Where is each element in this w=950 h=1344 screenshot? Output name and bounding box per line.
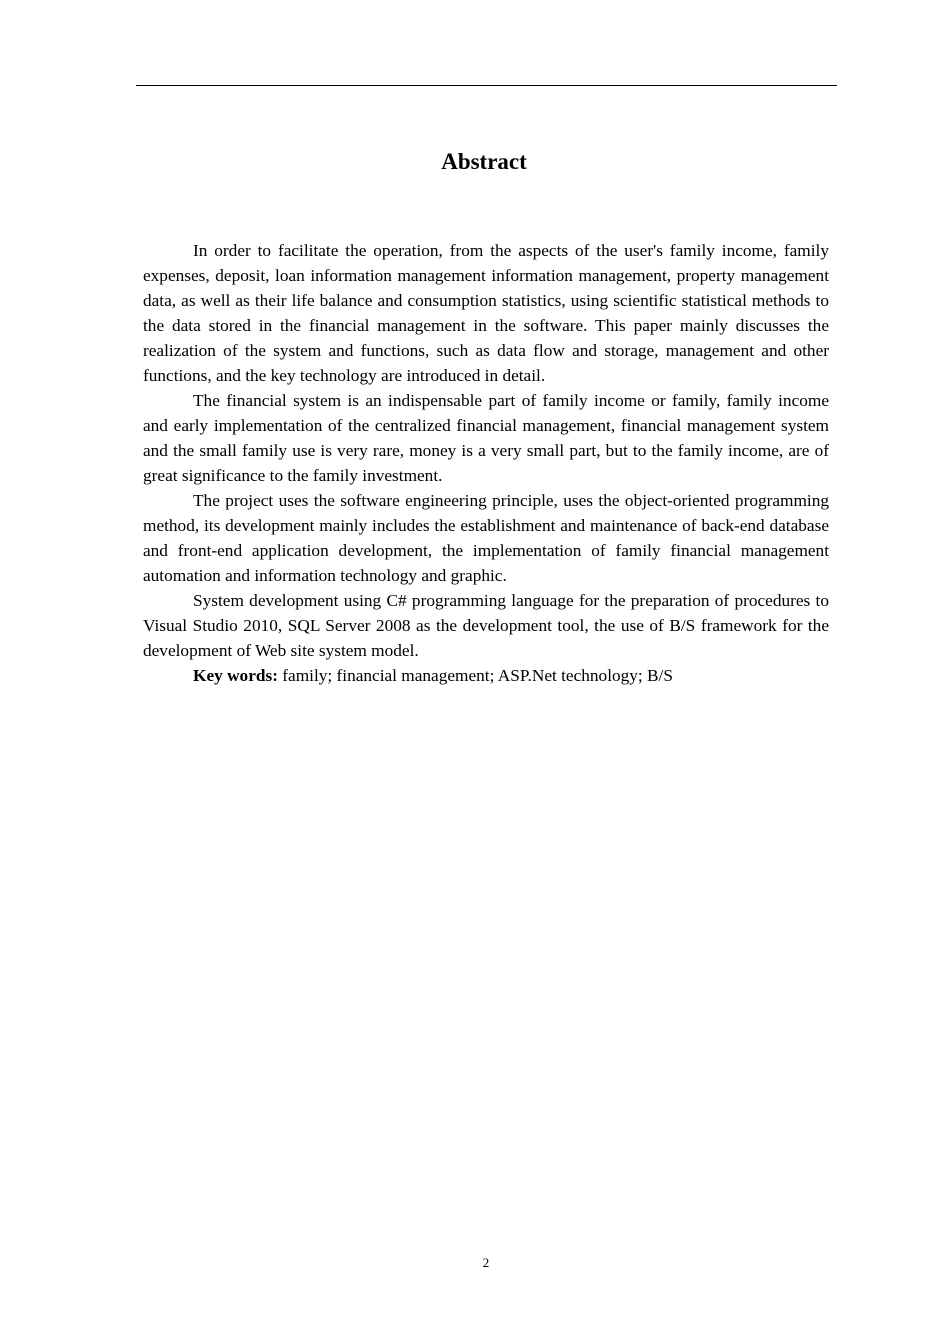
abstract-paragraph-2: The financial system is an indispensable part of family income or family, family income and early implementation of the centralized financial management, financial management system and the small family use is very rare, money is a very small part, but to the family income, are of great significance to the family investment. xyxy=(143,391,829,485)
abstract-paragraph-4: System development using C# programming language for the preparation of procedures to Visual Studio 2010, SQL Server 2008 as the development tool, the use of B/S framework for the development of Web site system model. xyxy=(143,591,829,660)
page-title: Abstract xyxy=(441,149,527,174)
abstract-paragraph-3: The project uses the software engineering principle, uses the object-oriented programming method, its development mainly includes the establishment and maintenance of back-end database and front-end application development, the implementation of family financial management automation and information technology and graphic. xyxy=(143,491,829,585)
page-number: 2 xyxy=(482,1255,490,1270)
abstract-paragraph-1: In order to facilitate the operation, from the aspects of the user's family income, family expenses, deposit, loan information management information management, property management data, as well as their life balance and consumption statistics, using scientific statistical methods to the data stored in the financial management in the software. This paper mainly discusses the realization of the system and functions, such as data flow and storage, management and other functions, and the key technology are introduced in detail. xyxy=(143,241,829,385)
header-rule xyxy=(136,85,837,86)
keywords-line xyxy=(143,663,829,688)
abstract-body xyxy=(143,238,829,688)
keywords-text: family; financial management; ASP.Net technology; B/S xyxy=(277,666,673,685)
keywords-label: Key words: xyxy=(193,666,278,685)
